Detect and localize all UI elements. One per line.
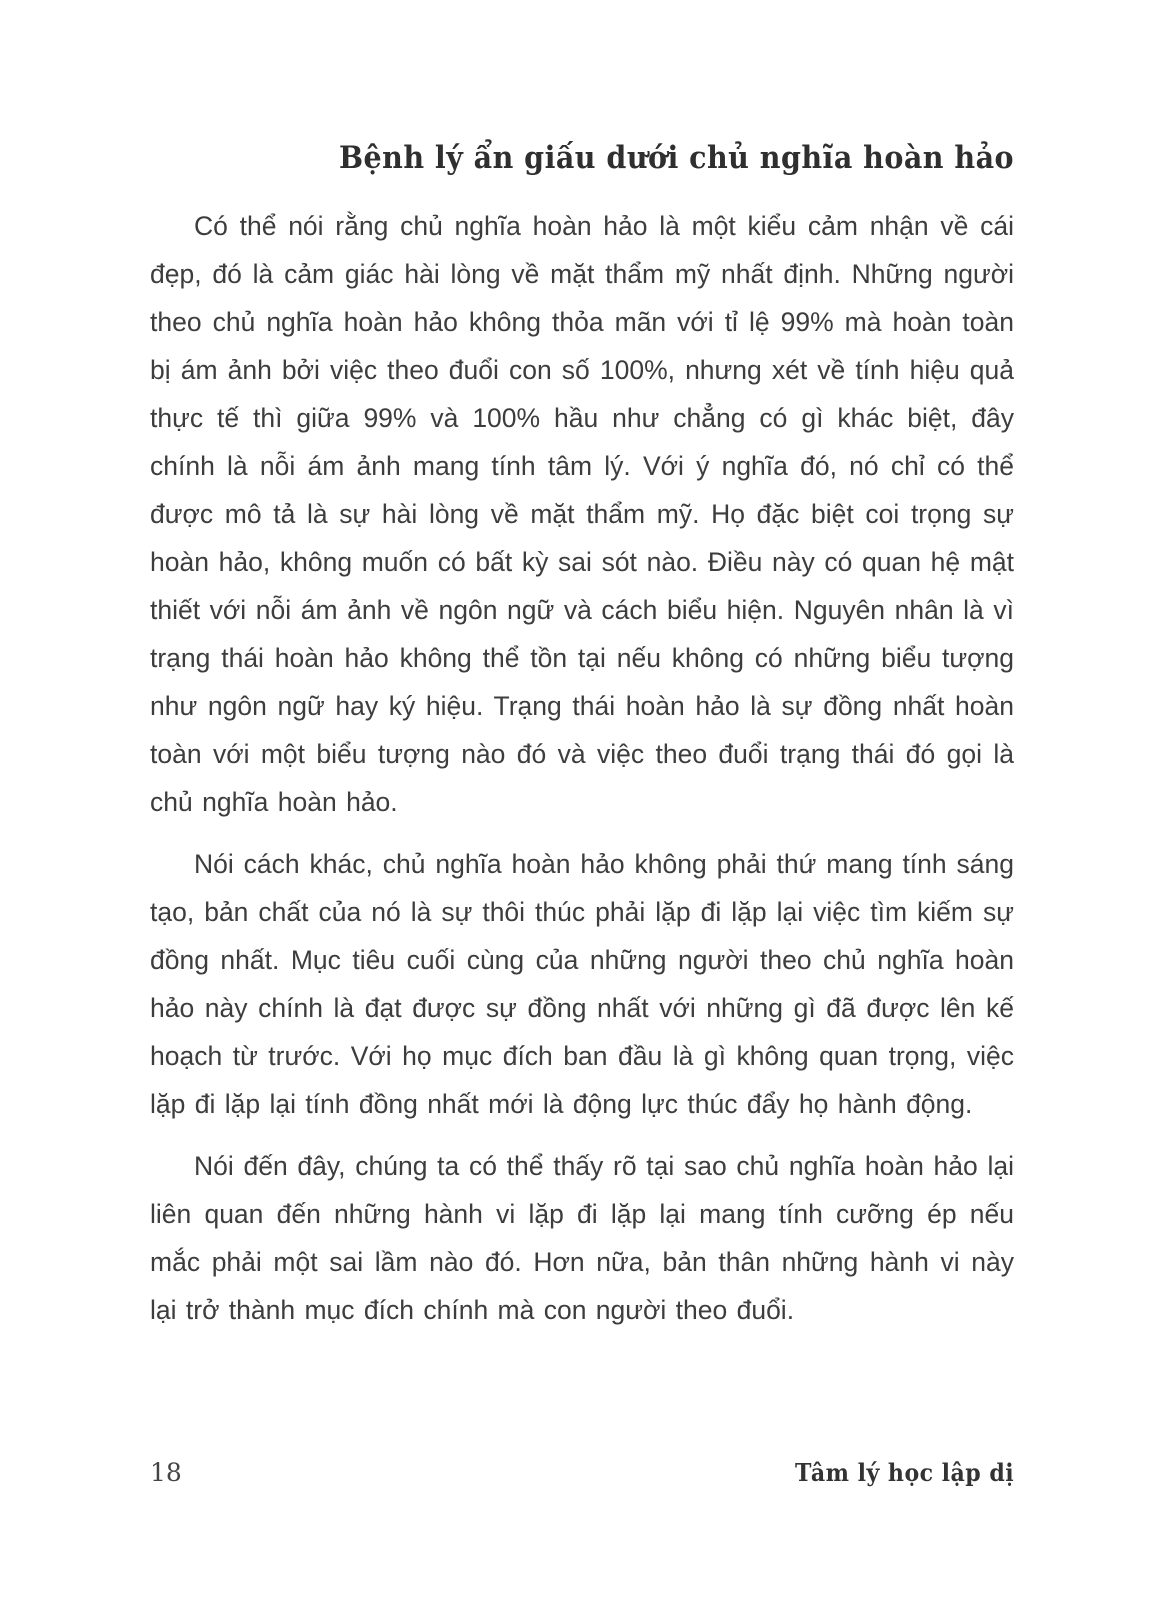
- paragraph-1: Có thể nói rằng chủ nghĩa hoàn hảo là một kiểu cảm nhận về cái đẹp, đó là cảm giác hài lòng về mặt thẩm mỹ nhất định. Những người theo chủ nghĩa hoàn hảo không thỏa mãn với tỉ lệ 99% mà hoàn toàn bị ám ảnh bởi việc theo đuổi con số 100%, nhưng xét về tính hiệu quả thực tế thì giữa 99% và 100% hầu như chẳng có gì khác biệt, đây chính là nỗi ám ảnh mang tính tâm lý. Với ý nghĩa đó, nó chỉ có thể được mô tả là sự hài lòng về mặt thẩm mỹ. Họ đặc biệt coi trọng sự hoàn hảo, không muốn có bất kỳ sai sót nào. Điều này có quan hệ mật thiết với nỗi ám ảnh về ngôn ngữ và cách biểu hiện. Nguyên nhân là vì trạng thái hoàn hảo không thể tồn tại nếu không có những biểu tượng như ngôn ngữ hay ký hiệu. Trạng thái hoàn hảo là sự đồng nhất hoàn toàn với một biểu tượng nào đó và việc theo đuổi trạng thái đó gọi là chủ nghĩa hoàn hảo.: [150, 211, 1014, 817]
- book-title: Tâm lý học lập dị: [794, 1458, 1014, 1487]
- running-head: Bệnh lý ẩn giấu dưới chủ nghĩa hoàn hảo: [338, 140, 1014, 176]
- paragraph-3: Nói đến đây, chúng ta có thể thấy rõ tại sao chủ nghĩa hoàn hảo lại liên quan đến những hành vi lặp đi lặp lại mang tính cưỡng ép nếu mắc phải một sai lầm nào đó. Hơn nữa, bản thân những hành vi này lại trở thành mục đích chính mà con người theo đuổi.: [150, 1151, 1014, 1325]
- page-footer: [150, 1458, 1014, 1487]
- paragraph-2: Nói cách khác, chủ nghĩa hoàn hảo không phải thứ mang tính sáng tạo, bản chất của nó là sự thôi thúc phải lặp đi lặp lại việc tìm kiếm sự đồng nhất. Mục tiêu cuối cùng của những người theo chủ nghĩa hoàn hảo này chính là đạt được sự đồng nhất với những gì đã được lên kế hoạch từ trước. Với họ mục đích ban đầu là gì không quan trọng, việc lặp đi lặp lại tính đồng nhất mới là động lực thúc đẩy họ hành động.: [150, 849, 1014, 1119]
- body-text: [150, 202, 1014, 1334]
- page-number: 18: [150, 1458, 182, 1487]
